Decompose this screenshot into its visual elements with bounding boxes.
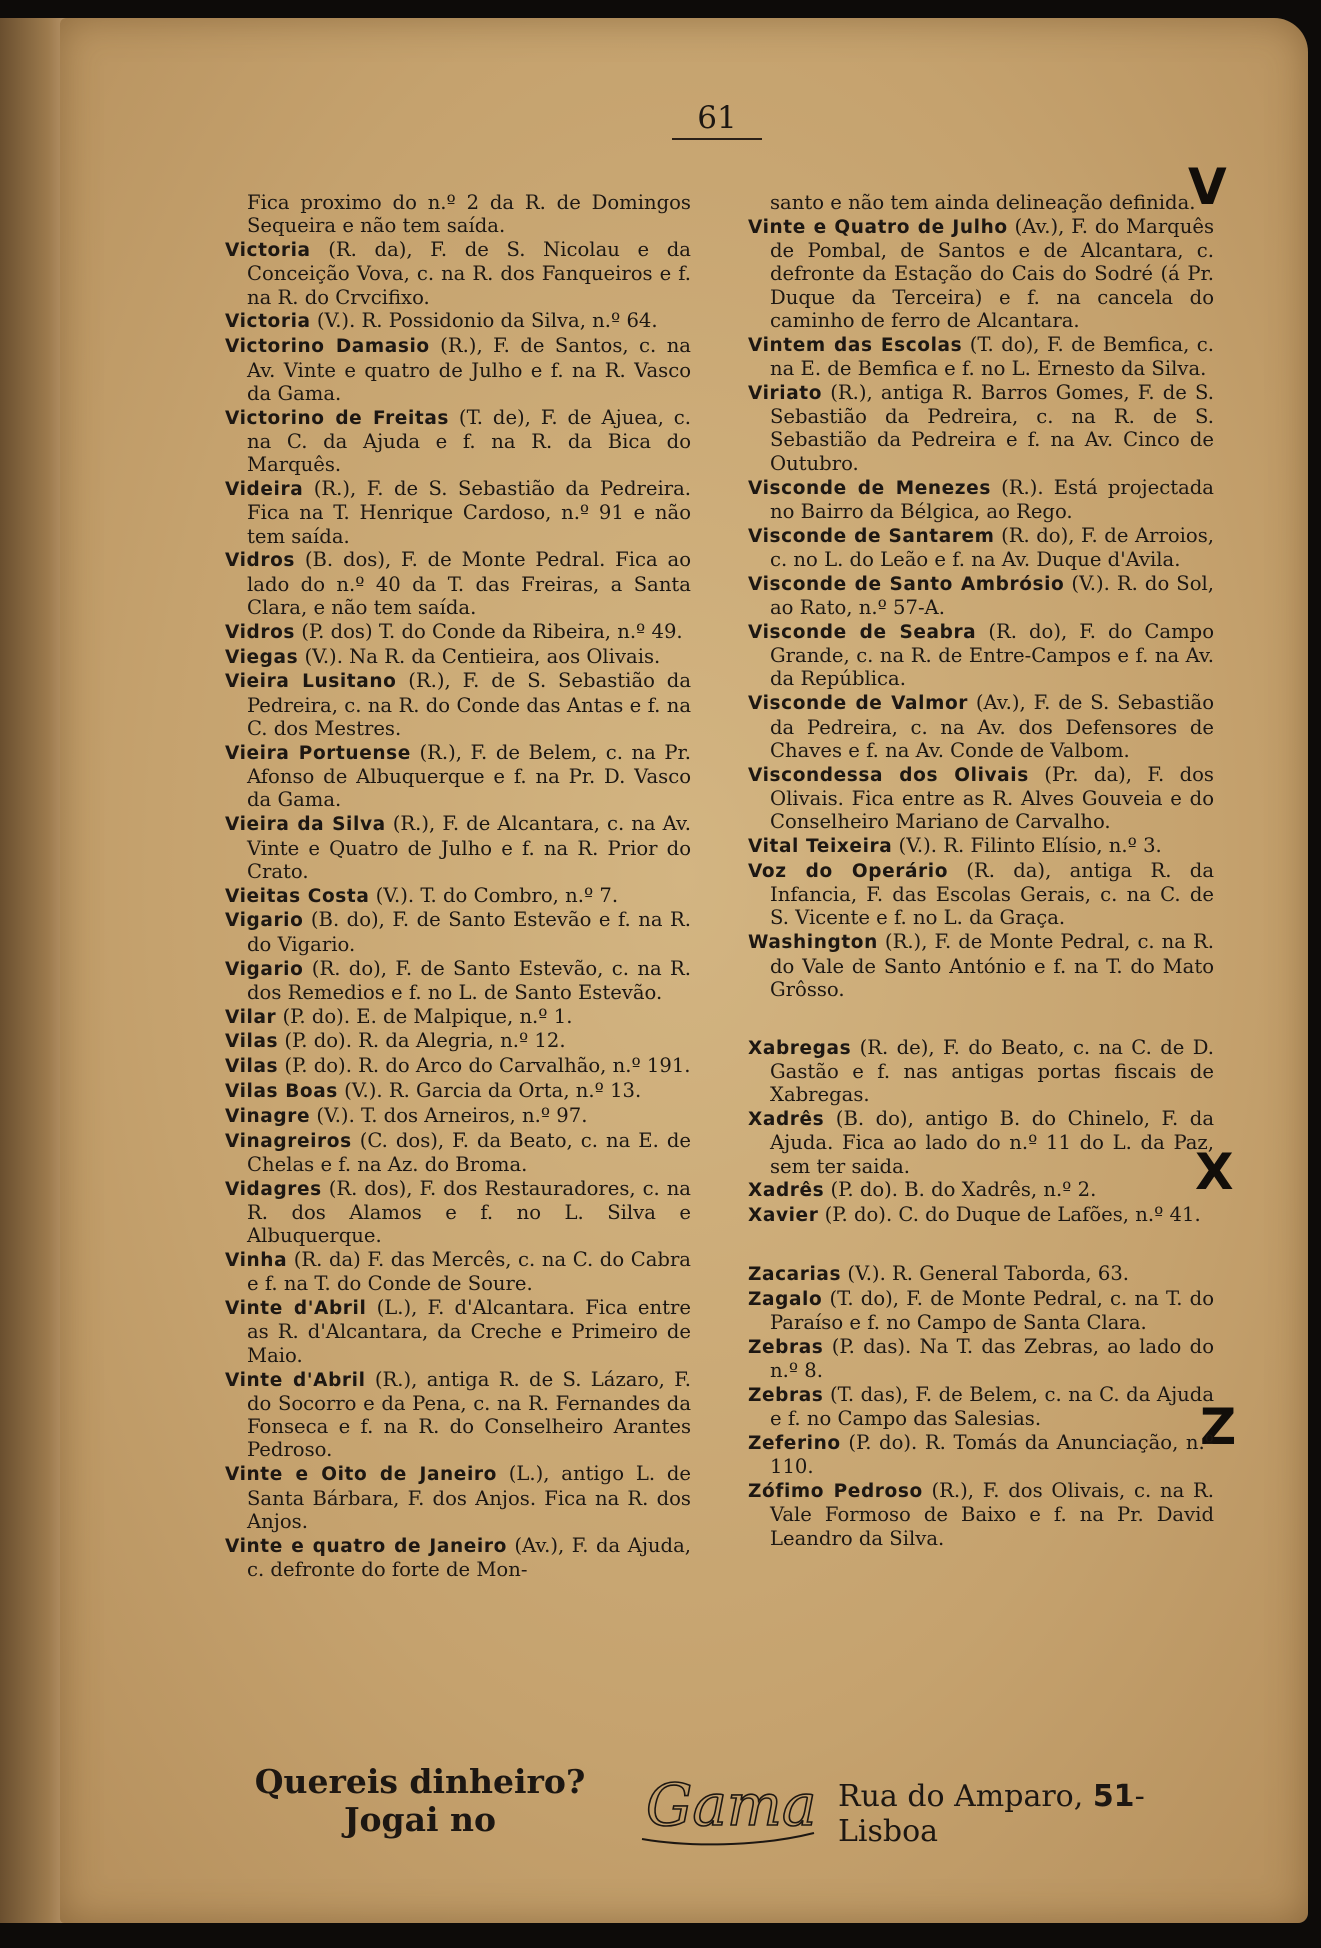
street-name: Xadrês xyxy=(748,1180,825,1202)
directory-entry xyxy=(225,477,691,548)
entry-description: (V.). R. Filinto Elísio, n.º 3. xyxy=(892,834,1162,858)
street-name: Vidros xyxy=(225,550,296,572)
street-name: Washington xyxy=(748,932,878,954)
street-name: Vilas Boas xyxy=(225,1080,338,1102)
directory-entry xyxy=(748,1203,1214,1227)
ad-address-city: -Lisboa xyxy=(838,1779,1145,1849)
street-name: Vilas xyxy=(225,1031,279,1053)
street-name: Vigario xyxy=(225,958,304,980)
ad-slogan xyxy=(230,1763,610,1839)
street-name: Vigario xyxy=(225,910,304,932)
directory-entry xyxy=(225,669,691,740)
book-binding xyxy=(0,18,68,1923)
entry-description: (R. do), F. de Santo Estevão, c. na R. dos Remedios e f. no L. de Santo Estevão. xyxy=(247,956,691,1004)
entry-description: (C. dos), F. da Beato, c. na E. de Chelas e f. na Az. do Broma. xyxy=(247,1128,691,1176)
entry-description: (V.). R. Possidonio da Silva, n.º 64. xyxy=(310,309,658,333)
entry-description: (B. do), antigo B. do Chinelo, F. da Ajuda. Fica ao lado do n.º 11 do L. da Paz, sem ter saida. xyxy=(770,1106,1214,1178)
street-name: Vinha xyxy=(225,1250,288,1272)
street-name: Viegas xyxy=(225,646,299,668)
directory-entry xyxy=(225,1054,691,1078)
section-x-entries xyxy=(748,1036,1214,1228)
street-name: Zebras xyxy=(748,1384,824,1406)
entry-description: (P. do). B. do Xadrês, n.º 2. xyxy=(824,1178,1097,1202)
entry-description: (P. do). R. Tomás da Anunciação, n.º 110. xyxy=(770,1431,1214,1479)
street-name: Videira xyxy=(225,479,304,501)
street-name: Vinte e Quatro de Julho xyxy=(748,216,1008,238)
entry-description: santo e não tem ainda delineação definida. xyxy=(770,191,1196,214)
street-name: Vieitas Costa xyxy=(225,885,370,907)
entry-description: (R.), F. de Belem, c. na Pr. Afonso de Albuquerque e f. na Pr. D. Vasco da Gama. xyxy=(247,740,691,812)
street-name: Voz do Operário xyxy=(748,860,949,882)
street-name: Victorino Damasio xyxy=(225,336,430,358)
entry-description: (R.). Está projectada no Bairro da Bélgica, ao Rego. xyxy=(770,475,1214,523)
directory-entry xyxy=(225,1248,691,1296)
ad-address-number: 51 xyxy=(1092,1779,1135,1814)
directory-entry xyxy=(225,1534,691,1582)
directory-entry xyxy=(225,957,691,1005)
street-name: Zagalo xyxy=(748,1288,823,1310)
entry-description: (R. de), F. do Beato, c. na C. de D. Gastão e f. nas antigas portas fiscais de Xabregas. xyxy=(770,1035,1214,1107)
directory-entry xyxy=(225,1177,691,1248)
entry-description: (V.). T. do Combro, n.º 7. xyxy=(369,883,619,907)
section-v-entries xyxy=(748,191,1214,1001)
directory-entry xyxy=(225,1462,691,1533)
directory-entry xyxy=(748,1383,1214,1431)
entry-description: (V.). Na R. da Centieira, aos Olivais. xyxy=(298,644,661,668)
entry-description: (P. do). C. do Duque de Lafões, n.º 41. xyxy=(818,1203,1201,1227)
directory-entry xyxy=(748,1479,1214,1550)
entry-description: (R.), F. de Santos, c. na Av. Vinte e quatro de Julho e f. na R. Vasco da Gama. xyxy=(247,334,691,405)
directory-entry xyxy=(225,1296,691,1367)
ad-slogan-line1: Quereis dinheiro? xyxy=(254,1762,586,1801)
directory-entry xyxy=(748,930,1214,1001)
street-name: Visconde de Menezes xyxy=(748,477,991,499)
entry-description: (T. de), F. de Ajuea, c. na C. da Ajuda e f. na R. da Bica do Marquês. xyxy=(247,405,691,477)
entry-description: (L.), antigo L. de Santa Bárbara, F. dos Anjos. Fica na R. dos Anjos. xyxy=(247,1462,691,1533)
section-letter-z: Z xyxy=(1200,1398,1237,1456)
street-name: Visconde de Valmor xyxy=(748,693,968,715)
ad-address-street: Rua do Amparo, xyxy=(838,1779,1093,1814)
street-name: Zófimo Pedroso xyxy=(748,1481,923,1503)
directory-entry xyxy=(748,1262,1214,1286)
directory-entry xyxy=(225,406,691,477)
ad-slogan-line2: Jogai no xyxy=(343,1800,497,1839)
directory-entry xyxy=(748,1107,1214,1178)
street-name: Visconde de Santarem xyxy=(748,525,995,547)
entry-description: (Av.), F. do Marquês de Pombal, de Santos e de Alcantara, c. defronte da Estação do Cais do Sodré (á Pr. Duque da Terceira) e f. na cancela do caminho de ferro de Alcantara. xyxy=(770,214,1214,332)
street-name: Vinagre xyxy=(225,1105,311,1127)
directory-entry xyxy=(748,1335,1214,1383)
entry-description: (R. da) F. das Mercês, c. na C. do Cabra e f. na T. do Conde de Soure. xyxy=(247,1248,691,1296)
directory-entry xyxy=(748,1178,1214,1202)
entry-description: (R. do), F. de Arroios, c. no L. do Leão e f. na Av. Duque d'Avila. xyxy=(770,523,1214,571)
street-name: Visconde de Santo Ambrósio xyxy=(748,573,1065,595)
directory-entry xyxy=(225,645,691,669)
street-name: Vidros xyxy=(225,621,296,643)
section-z-entries xyxy=(748,1262,1214,1550)
entry-description: (R.), antiga R. de S. Lázaro, F. do Socorro e da Pena, c. na R. Fernandes da Fonseca e f. na R. do Conselheiro Arantes Pedroso. xyxy=(247,1367,691,1462)
directory-entry xyxy=(748,476,1214,524)
directory-entry xyxy=(225,309,691,333)
entry-description: (R.), F. dos Olivais, c. na R. Vale Formoso de Baixo e f. na Pr. David Leandro da Silva. xyxy=(770,1479,1214,1550)
entry-description: (P. do). R. do Arco do Carvalhão, n.º 191. xyxy=(278,1054,691,1078)
directory-entry xyxy=(225,884,691,908)
directory-entry xyxy=(225,191,691,238)
street-name: Zacarias xyxy=(748,1263,842,1285)
section-letter-x: X xyxy=(1195,1143,1234,1201)
directory-entry xyxy=(225,1029,691,1053)
street-name: Vidagres xyxy=(225,1178,322,1200)
street-name: Vieira da Silva xyxy=(225,814,386,836)
directory-entry xyxy=(225,1079,691,1103)
entry-description: (P. do). E. de Malpique, n.º 1. xyxy=(276,1004,573,1028)
directory-entry xyxy=(225,334,691,405)
street-name: Vinte e quatro de Janeiro xyxy=(225,1535,507,1557)
gama-logo-text: Gama xyxy=(646,1771,817,1839)
directory-entry xyxy=(225,620,691,644)
directory-entry xyxy=(225,1005,691,1029)
entry-description: (P. dos) T. do Conde da Ribeira, n.º 49. xyxy=(295,619,683,643)
directory-entry xyxy=(748,1036,1214,1107)
street-name: Vinte d'Abril xyxy=(225,1369,366,1391)
entry-description: (B. do), F. de Santo Estevão e f. na R. do Vigario. xyxy=(247,908,691,956)
entry-description: (T. do), F. de Bemfica, c. na E. de Bemfica e f. no L. Ernesto da Silva. xyxy=(770,332,1214,381)
street-name: Xadrês xyxy=(748,1108,825,1130)
ad-address xyxy=(838,1779,1240,1849)
directory-entry xyxy=(225,548,691,619)
directory-entry xyxy=(225,238,691,309)
entry-description: (V.). T. dos Arneiros, n.º 97. xyxy=(310,1103,588,1127)
entry-description: Fica proximo do n.º 2 da R. de Domingos Sequeira e não tem saída. xyxy=(247,191,691,238)
section-divider xyxy=(748,1228,1214,1262)
entry-description: (R. dos), F. dos Restauradores, c. na R. dos Alamos e f. no L. Silva e Albuquerque. xyxy=(247,1176,691,1248)
street-name: Zebras xyxy=(748,1336,824,1358)
street-name: Xabregas xyxy=(748,1037,852,1059)
street-name: Vinte e Oito de Janeiro xyxy=(225,1464,497,1486)
gama-logo xyxy=(638,1763,818,1849)
entry-description: (R. do), F. do Campo Grande, c. na R. de Entre-Campos e f. na Av. da República. xyxy=(770,619,1214,691)
directory-entry xyxy=(225,1104,691,1128)
street-name: Vieira Portuense xyxy=(225,742,411,764)
directory-entry xyxy=(748,524,1214,572)
entry-description: (R.), antiga R. Barros Gomes, F. de S. Sebastião da Pedreira, c. na R. de S. Sebastião da Pedreira e f. na Av. Cinco de Outubro. xyxy=(770,380,1214,475)
entry-description: (Pr. da), F. dos Olivais. Fica entre as R. Alves Gouveia e do Conselheiro Mariano de Carvalho. xyxy=(770,762,1214,834)
directory-entry xyxy=(748,763,1214,834)
street-name: Vieira Lusitano xyxy=(225,671,397,693)
directory-entry xyxy=(748,1287,1214,1335)
directory-entry xyxy=(748,191,1214,214)
directory-entry xyxy=(748,215,1214,332)
directory-entry xyxy=(748,381,1214,475)
entry-description: (B. dos), F. de Monte Pedral. Fica ao lado do n.º 40 da T. das Freiras, a Santa Clara, e não tem saída. xyxy=(247,548,691,620)
directory-entry xyxy=(748,691,1214,762)
left-column xyxy=(225,191,691,1582)
street-name: Xavier xyxy=(748,1205,819,1227)
street-name: Viriato xyxy=(748,382,823,404)
street-name: Viscondessa dos Olivais xyxy=(748,764,1029,786)
entry-description: (R. da), F. de S. Nicolau e da Conceição Vova, c. na R. dos Fanqueiros e f. na R. do Crvcifixo. xyxy=(247,238,691,309)
entry-description: (Av.), F. da Ajuda, c. defronte do forte de Mon- xyxy=(247,1533,691,1581)
directory-entry xyxy=(748,1431,1214,1479)
directory-entry xyxy=(748,859,1214,930)
directory-entry xyxy=(225,1368,691,1462)
entry-description: (R.), F. de Monte Pedral, c. na R. do Vale de Santo António e f. na T. do Mato Grôsso. xyxy=(770,930,1214,1001)
street-name: Vilar xyxy=(225,1006,277,1028)
street-name: Victoria xyxy=(225,240,311,262)
page-number: 61 xyxy=(672,100,762,140)
entry-description: (V.). R. do Sol, ao Rato, n.º 57-A. xyxy=(770,571,1214,620)
directory-entry xyxy=(225,1129,691,1177)
right-column xyxy=(748,191,1214,1551)
entry-description: (Av.), F. de S. Sebastião da Pedreira, c. na Av. dos Defensores de Chaves e f. na Av. Conde de Valbom. xyxy=(770,691,1214,762)
directory-entry xyxy=(225,741,691,812)
directory-entry xyxy=(225,908,691,956)
street-name: Vilas xyxy=(225,1056,279,1078)
entry-description: (P. das). Na T. das Zebras, ao lado do n.º 8. xyxy=(770,1334,1214,1383)
entry-description: (R.), F. de Alcantara, c. na Av. Vinte e Quatro de Julho e f. na R. Prior do Crato. xyxy=(247,812,691,883)
entry-description: (P. do). R. da Alegria, n.º 12. xyxy=(278,1029,566,1053)
directory-entry xyxy=(748,620,1214,691)
entry-description: (T. do), F. de Monte Pedral, c. na T. do Paraíso e f. no Campo de Santa Clara. xyxy=(770,1286,1214,1335)
section-letter-v: V xyxy=(1188,158,1227,216)
advertisement xyxy=(230,1763,1240,1853)
street-name: Visconde de Seabra xyxy=(748,621,977,643)
directory-entry xyxy=(225,812,691,883)
entry-description: (V.). R. Garcia da Orta, n.º 13. xyxy=(337,1078,642,1102)
street-name: Vintem das Escolas xyxy=(748,334,963,356)
entry-description: (R.), F. de S. Sebastião da Pedreira, c. na R. do Conde das Antas e f. na C. dos Mestres. xyxy=(247,669,692,741)
street-name: Victoria xyxy=(225,311,311,333)
street-name: Vital Teixeira xyxy=(748,836,893,858)
section-divider xyxy=(748,1002,1214,1036)
entry-description: (L.), F. d'Alcantara. Fica entre as R. d'Alcantara, da Creche e Primeiro de Maio. xyxy=(247,1296,691,1367)
entry-description: (T. das), F. de Belem, c. na C. da Ajuda e f. no Campo das Salesias. xyxy=(770,1382,1214,1431)
street-name: Victorino de Freitas xyxy=(225,407,450,429)
entry-description: (V.). R. General Taborda, 63. xyxy=(841,1261,1130,1285)
directory-entry xyxy=(748,834,1214,858)
street-name: Zeferino xyxy=(748,1433,841,1455)
street-name: Vinagreiros xyxy=(225,1130,352,1152)
street-name: Vinte d'Abril xyxy=(225,1298,367,1320)
entry-description: (R. da), antiga R. da Infancia, F. das Escolas Gerais, c. na C. de S. Vicente e f. no L. da Graça. xyxy=(770,858,1214,930)
directory-entry xyxy=(748,333,1214,381)
entry-description: (R.), F. de S. Sebastião da Pedreira. Fica na T. Henrique Cardoso, n.º 91 e não tem saída. xyxy=(247,477,691,548)
directory-entry xyxy=(748,572,1214,620)
page xyxy=(60,18,1308,1923)
